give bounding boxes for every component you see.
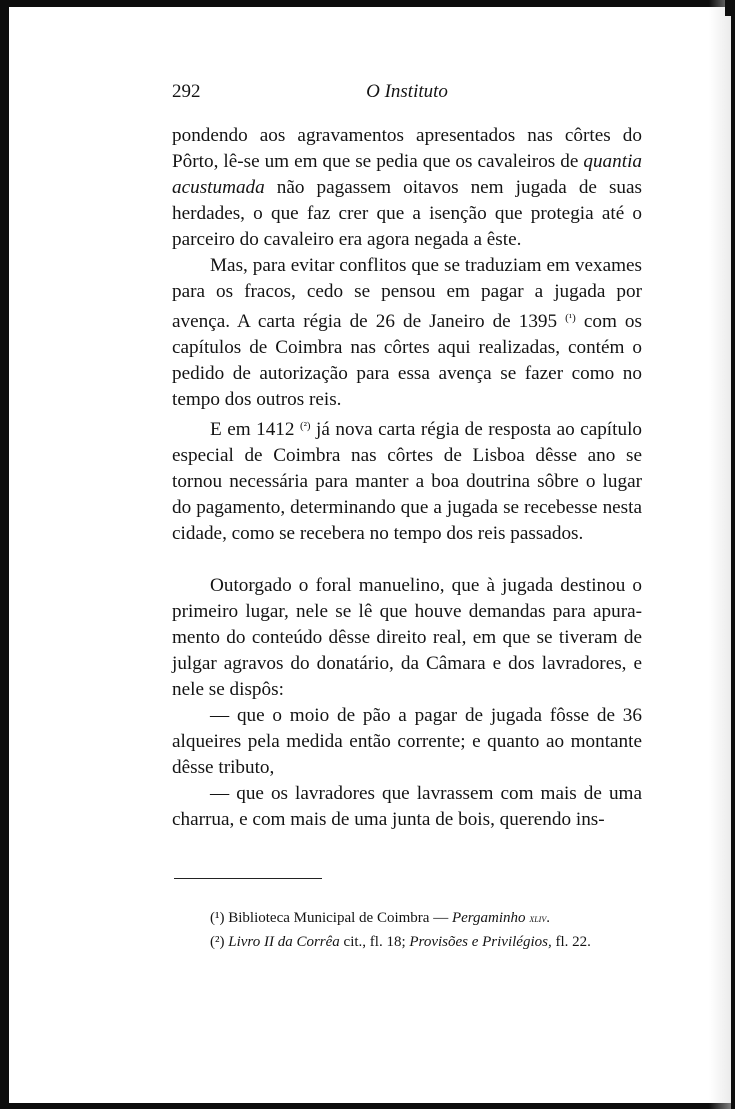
page-number: 292: [172, 81, 201, 102]
scan-border-right: [731, 0, 735, 1109]
text-run: Outorgado o foral manuelino, que à jugada destinou o primeiro lugar, nele se lê que houve demandas para apuramento do conteúdo dêsse direito real, em que se tiveram de julgar agravos do donatário, da Câmara e dos lavradores, e nele se dispôs:: [172, 575, 642, 700]
paragraph: [172, 573, 642, 703]
text-run: pondendo aos agravamentos apresentados nas côrtes do Pôrto, lê-se um em que se pedia que os cavaleiros de: [172, 125, 642, 172]
text-run: — que os lavradores que lavrassem com mais de uma charrua, e com mais de uma junta de bois, querendo ins-: [172, 783, 642, 830]
paragraph: [172, 413, 642, 547]
footnote-marker: (¹): [565, 312, 576, 324]
footnote: [210, 930, 640, 954]
italic-text: da Corrêa: [277, 934, 340, 950]
italic-text: Pergaminho: [451, 910, 526, 926]
italic-text: II: [263, 934, 274, 950]
italic-text: xliv: [529, 911, 547, 925]
italic-text: Livro: [228, 934, 261, 950]
text-run: — que o moio de pão a pagar de jugada fôsse de 36 alqueires pela medida então corrente; e quanto ao montante dêsse tributo,: [172, 705, 642, 778]
text-run: já nova carta régia de resposta ao capítulo especial de Coimbra nas côrtes de Lisboa dêsse ano se tornou necessária para manter a boa doutrina sôbre o lugar do pagamento, determinando que a jugada se recebesse nesta cidade, como se recebera no tempo dos reis passados.: [172, 419, 642, 544]
paragraph: [172, 781, 642, 833]
paragraph: [172, 123, 642, 253]
text-run: .: [546, 910, 550, 926]
running-title: O Instituto: [366, 81, 448, 102]
text-run: Mas, para evitar conflitos que se traduziam em vexames para os fracos, cedo se pensou em pagar a jugada por avença. A carta régia de 26 de Janeiro de 1395: [172, 255, 642, 332]
scan-border-corner: [725, 0, 735, 16]
text-run: não pagassem oitavos nem jugada de suas herdades, o que faz crer que a isenção que protegia até o parceiro do cavaleiro era agora negada a êste.: [172, 177, 642, 250]
page-header: [172, 81, 642, 105]
footnote-rule: [174, 878, 322, 879]
paragraph: [172, 703, 642, 781]
text-run: fl. 22.: [551, 934, 591, 950]
footnotes: [210, 906, 640, 954]
body-text: [172, 123, 642, 833]
italic-text: Provisões e Privilégios,: [409, 934, 552, 950]
text-run: (²): [210, 934, 229, 950]
footnote-marker: (²): [299, 420, 311, 432]
italic-text: quantia acustumada: [172, 151, 642, 198]
page-edge-shadow: [709, 0, 731, 1109]
text-run: (¹) Biblioteca Municipal de Coimbra —: [210, 910, 452, 926]
paragraph: [172, 253, 642, 413]
text-run: cit., fl. 18;: [339, 934, 410, 950]
text-run: E em 1412: [210, 419, 300, 440]
text-run: com os capítulos de Coimbra nas côrtes aqui realizadas, contém o pedido de autorização para essa avença se fazer como no tempo dos outros reis.: [172, 311, 642, 410]
footnote: [210, 906, 640, 930]
